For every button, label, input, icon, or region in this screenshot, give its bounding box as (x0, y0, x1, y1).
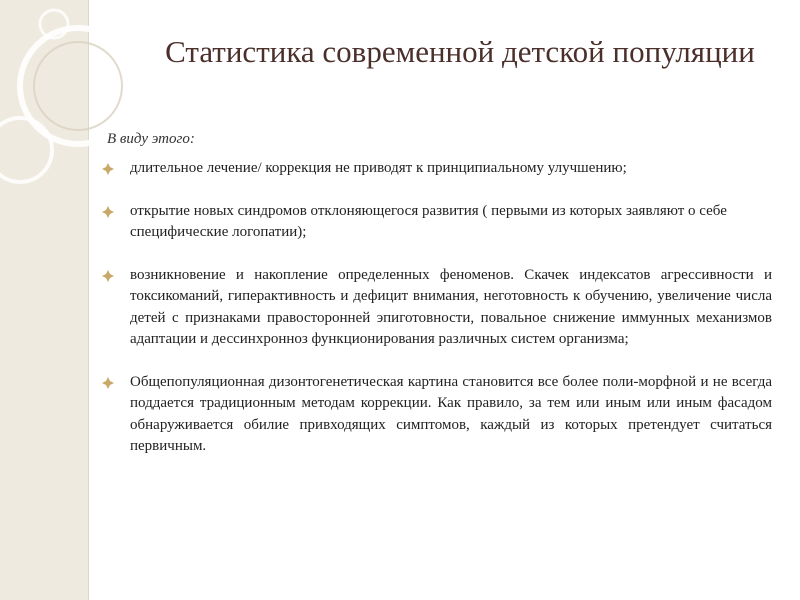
diamond-bullet-icon (102, 377, 114, 389)
list-item-text: открытие новых синдромов отклоняющегося развития ( первыми из которых заявляют о себе специфические логопатии); (130, 202, 727, 240)
list-item-text: возникновение и накопление определенных феноменов. Скачек индексатов агрессивности и токсикоманий, гиперактивность и дефицит внимания, неготовность к обучению, увеличение числа детей с признаками правосторонней эпиготовности, повальное снижение иммунных механизмов адаптации и дессинхронноз функционирования различных систем организма; (130, 266, 772, 347)
diamond-bullet-icon (102, 270, 114, 282)
diamond-bullet-icon (102, 206, 114, 218)
slide-title: Статистика современной детской популяции (165, 34, 755, 69)
list-item-text: длительное лечение/ коррекция не приводят к принципиальному улучшению; (130, 160, 627, 176)
list-item (100, 372, 772, 458)
list-item (100, 201, 772, 244)
list-item-text: Общепопуляционная дизонтогенетическая картина становится все более поли-морфной и не всегда поддается традиционным методам коррекции. Как правило, за тем или иным или иным фасадом обнаруживается обилие привходящих симптомов, каждый из которых претендует считаться первичным. (130, 373, 772, 454)
diamond-bullet-icon (102, 163, 114, 175)
list-item (100, 265, 772, 351)
intro-text: В виду этого: (107, 131, 195, 147)
bullet-list (100, 158, 772, 479)
list-item (100, 158, 772, 180)
